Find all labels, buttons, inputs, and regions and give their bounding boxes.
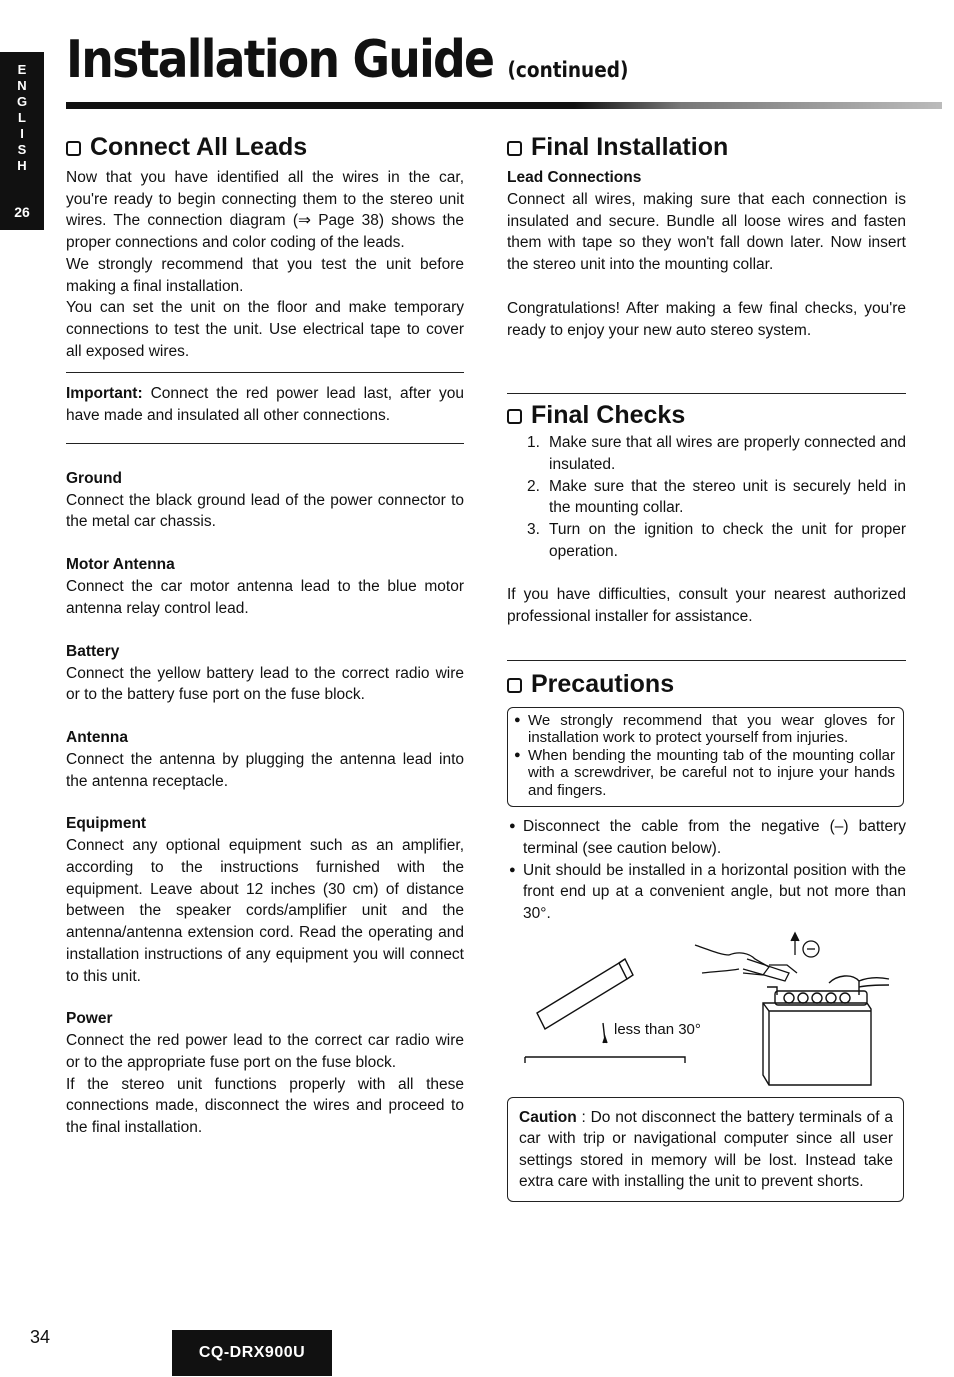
checkbox-icon (507, 141, 522, 156)
caution-box (507, 1097, 904, 1202)
language-letter: E (17, 62, 27, 77)
checkbox-icon (66, 141, 81, 156)
list-item (512, 747, 895, 800)
bullet-icon: ● (509, 820, 516, 833)
power-text-2: If the stereo unit functions properly with all these connections made, disconnect the wires and proceed to the final installation. (66, 1075, 464, 1137)
ground-text: Connect the black ground lead of the power connector to the metal car chassis. (66, 491, 464, 531)
list-item (507, 476, 906, 519)
list-item (507, 816, 906, 859)
bullet-icon: ● (514, 713, 521, 726)
language-letter: L (18, 110, 26, 125)
language-tab (0, 52, 44, 230)
caution-text: : Do not disconnect the battery terminals of a car with trip or navigational computer since all user settings stored in memory will be lost. Instead take extra care with installing the unit to prevent shorts. (519, 1108, 894, 1191)
item-text: Make sure that the stereo unit is securely held in the mounting collar. (549, 477, 906, 517)
precaution-text: We strongly recommend that you wear gloves for installation work to protect yourself from injuries. (528, 711, 895, 747)
equipment-title: Equipment (66, 815, 147, 833)
caution-note (519, 1107, 893, 1193)
item-number: 2. (527, 477, 540, 495)
title-rule (66, 102, 942, 109)
page-number: 34 (30, 1327, 51, 1347)
important-text: Connect the red power lead last, after you have made and insulated all other connections. (66, 385, 464, 425)
list-item (507, 519, 906, 562)
precautions-heading-text: Precautions (531, 669, 675, 698)
ground-title: Ground (66, 469, 122, 487)
precaution-text: When bending the mounting tab of the mounting collar with a screwdriver, be careful not to injure your hands and fingers. (528, 746, 895, 799)
antenna-title: Antenna (66, 728, 128, 746)
right-column (507, 130, 906, 1202)
bullet-icon: ● (509, 863, 516, 876)
connect-intro-1: Now that you have identified all the wires in the car, you're ready to begin connecting them to the stereo unit wires. The connection diagram (⇒ Page 38) shows the proper connections and color coding of the leads. (66, 169, 464, 252)
precautions-heading (507, 667, 906, 701)
list-item (507, 860, 906, 925)
language-letter: H (17, 158, 27, 173)
item-text: Turn on the ignition to check the unit for proper operation. (549, 521, 906, 560)
bullet-icon: ● (514, 748, 521, 761)
model-badge: CQ-DRX900U (172, 1330, 332, 1376)
section-page-number: 26 (14, 204, 30, 220)
power-text: Connect the red power lead to the correct car radio wire or to the appropriate fuse port on the fuse block. (66, 1032, 464, 1071)
final-installation-heading-text: Final Installation (531, 133, 729, 161)
title-continued: (continued) (507, 58, 629, 82)
checkbox-icon (507, 409, 522, 424)
item-number: 1. (527, 434, 540, 452)
angle-label: less than 30° (614, 1020, 701, 1038)
precautions-box (507, 707, 904, 808)
motor-antenna-title: Motor Antenna (66, 556, 175, 574)
language-letter: I (20, 126, 24, 141)
equipment-text: Connect any optional equipment such as an amplifier, according to the instructions furnished with the equipment. Leave about 12 inches (30 cm) of distance between the speaker cords/amplifier unit and the antenna/antenna extension cord. Read the operating and installation instructions of any equipment you will connect to this unit. (66, 837, 464, 985)
important-note (66, 383, 464, 426)
lead-connections-text: Connect all wires, making sure that each connection is insulated and secure. Bundle all loose wires and fasten them with tape so they won't fall down later. Now insert the stereo unit into the mounting collar. (507, 191, 906, 274)
battery-angle-illustration (507, 925, 906, 1095)
final-checks-heading-text: Final Checks (531, 401, 686, 430)
list-item (507, 432, 906, 475)
installation-illustration (507, 925, 906, 1095)
precaution-text: Disconnect the cable from the negative (–) battery terminal (see caution below). (523, 818, 906, 858)
antenna-text: Connect the antenna by plugging the antenna lead into the antenna receptacle. (66, 750, 464, 790)
final-checks-list (507, 432, 906, 562)
power-title: Power (66, 1010, 113, 1028)
item-number: 3. (527, 521, 540, 539)
checkbox-icon (507, 678, 522, 693)
connect-intro-2: We strongly recommend that you test the unit before making a final installation. (66, 255, 464, 295)
difficulties-note: If you have difficulties, consult your nearest authorized professional installer for assistance. (507, 586, 906, 626)
precaution-text: Unit should be installed in a horizontal position with the front end up at a convenient angle, but not more than 30°. (523, 861, 906, 923)
final-checks-heading (507, 398, 906, 432)
lead-connections-title: Lead Connections (507, 169, 642, 186)
congratulations-text: Congratulations! After making a few final checks, you're ready to enjoy your new auto stereo system. (507, 299, 906, 339)
motor-antenna-text: Connect the car motor antenna lead to the blue motor antenna relay control lead. (66, 578, 464, 617)
language-letter: S (17, 142, 27, 157)
list-item (512, 712, 895, 747)
battery-text: Connect the yellow battery lead to the correct radio wire or to the battery fuse port on the fuse block. (66, 664, 464, 704)
battery-title: Battery (66, 642, 120, 660)
precautions-list (507, 816, 906, 925)
item-text: Make sure that all wires are properly connected and insulated. (549, 434, 906, 473)
language-letter: N (17, 78, 27, 93)
connect-heading (66, 130, 464, 164)
connect-heading-text: Connect All Leads (90, 133, 308, 161)
final-installation-heading (507, 130, 906, 164)
language-letter: G (16, 94, 28, 109)
caution-label: Caution (519, 1108, 577, 1126)
title-text: Installation Guide (66, 30, 494, 90)
connect-intro-3: You can set the unit on the floor and make temporary connections to test the unit. Use electrical tape to cover all exposed wires. (66, 299, 464, 360)
important-label: Important: (66, 385, 143, 403)
left-column (66, 130, 464, 1139)
page-title (66, 28, 628, 102)
